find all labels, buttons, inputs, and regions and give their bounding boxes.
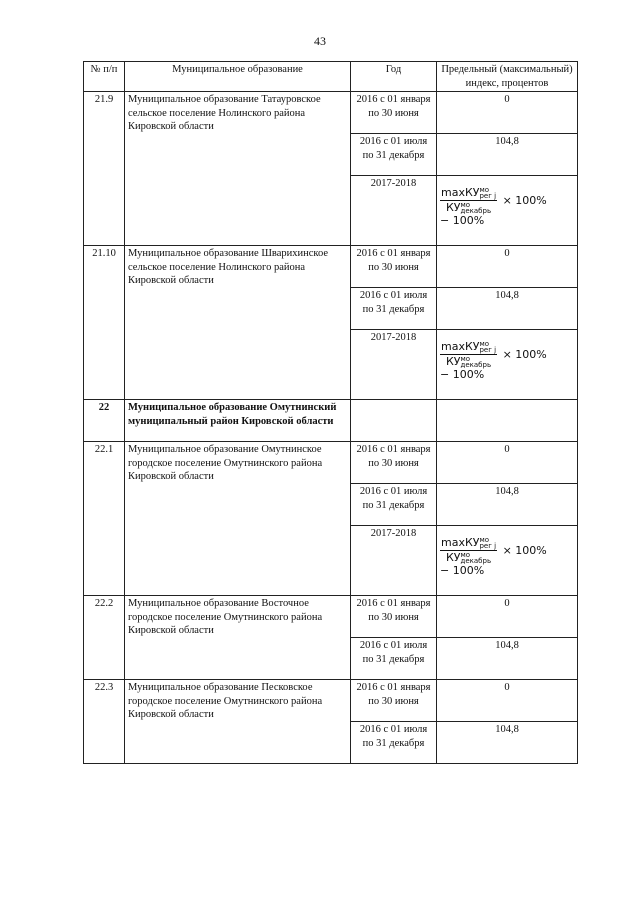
period-year: 2017-2018 [351,526,437,596]
period-index: 104,8 [437,134,578,176]
period-index: 104,8 [437,288,578,330]
period-index: 104,8 [437,484,578,526]
formula-denominator: КУ [446,201,461,214]
row-number: 21.10 [84,246,125,400]
period-year: 2016 с 01 января по 30 июня [351,596,437,638]
period-year: 2016 с 01 января по 30 июня [351,442,437,484]
formula-fraction [440,537,497,564]
index-formula [440,177,574,227]
period-year: 2016 с 01 января по 30 июня [351,92,437,134]
period-year [351,400,437,442]
formula-tail: − 100% [440,564,485,577]
formula-tail: − 100% [440,368,485,381]
table-row [84,92,578,134]
formula-times: × 100% [502,347,547,361]
period-index: 104,8 [437,638,578,680]
header-year: Год [351,62,437,92]
formula-sub-top: рег j [479,192,497,200]
index-formula [440,527,574,577]
municipality-name: Муниципальное образование Татауровское сельское поселение Нолинского района Кировской области [125,92,351,246]
period-index [437,526,578,596]
period-year: 2016 с 01 января по 30 июня [351,246,437,288]
formula-sub-top: рег j [479,542,497,550]
formula-denominator: КУ [446,551,461,564]
formula-denominator: КУ [446,355,461,368]
header-index: Предельный (максимальный) индекс, процентов [437,62,578,92]
period-index: 0 [437,442,578,484]
page-number: 43 [314,34,326,48]
formula-sub-bottom: декабрь [460,207,492,215]
period-year: 2016 с 01 июля по 31 декабря [351,484,437,526]
table-row [84,246,578,288]
formula-tail: − 100% [440,214,485,227]
formula-sup-bottom: мо [460,355,471,363]
row-number: 22 [84,400,125,442]
table-row [84,442,578,484]
municipality-name: Муниципальное образование Омутнинский муниципальный район Кировской области [125,400,351,442]
formula-numerator: maxКУ [441,536,480,549]
period-index: 0 [437,596,578,638]
table-header-row [84,62,578,92]
header-name: Муниципальное образование [125,62,351,92]
formula-times: × 100% [502,543,547,557]
formula-sup-bottom: мо [460,201,471,209]
period-year: 2016 с 01 июля по 31 декабря [351,134,437,176]
formula-sup: мо [479,536,490,544]
table-row [84,400,578,442]
formula-sup: мо [479,340,490,348]
table-body [84,92,578,764]
formula-fraction [440,187,497,214]
formula-sup: мо [479,186,490,194]
municipality-name: Муниципальное образование Песковское городское поселение Омутнинского района Кировской области [125,680,351,764]
index-formula [440,331,574,381]
formula-sup-bottom: мо [460,551,471,559]
row-number: 22.2 [84,596,125,680]
formula-sub-top: рег j [479,346,497,354]
formula-numerator: maxКУ [441,186,480,199]
period-index: 0 [437,680,578,722]
formula-fraction [440,341,497,368]
period-year: 2016 с 01 января по 30 июня [351,680,437,722]
municipality-name: Муниципальное образование Восточное городское поселение Омутнинского района Кировской области [125,596,351,680]
tariff-index-table [83,61,578,764]
period-index: 0 [437,246,578,288]
period-year: 2016 с 01 июля по 31 декабря [351,722,437,764]
table-row [84,680,578,722]
period-index [437,330,578,400]
period-index [437,400,578,442]
period-index: 104,8 [437,722,578,764]
formula-sub-bottom: декабрь [460,557,492,565]
table-row [84,596,578,638]
formula-sub-bottom: декабрь [460,361,492,369]
period-index [437,176,578,246]
municipality-name: Муниципальное образование Швариxинское сельское поселение Нолинского района Кировской области [125,246,351,400]
row-number: 21.9 [84,92,125,246]
row-number: 22.3 [84,680,125,764]
period-year: 2017-2018 [351,330,437,400]
period-year: 2017-2018 [351,176,437,246]
row-number: 22.1 [84,442,125,596]
period-year: 2016 с 01 июля по 31 декабря [351,638,437,680]
header-num: № п/п [84,62,125,92]
formula-times: × 100% [502,193,547,207]
formula-numerator: maxКУ [441,340,480,353]
period-year: 2016 с 01 июля по 31 декабря [351,288,437,330]
municipality-name: Муниципальное образование Омутнинское городское поселение Омутнинского района Кировской области [125,442,351,596]
period-index: 0 [437,92,578,134]
